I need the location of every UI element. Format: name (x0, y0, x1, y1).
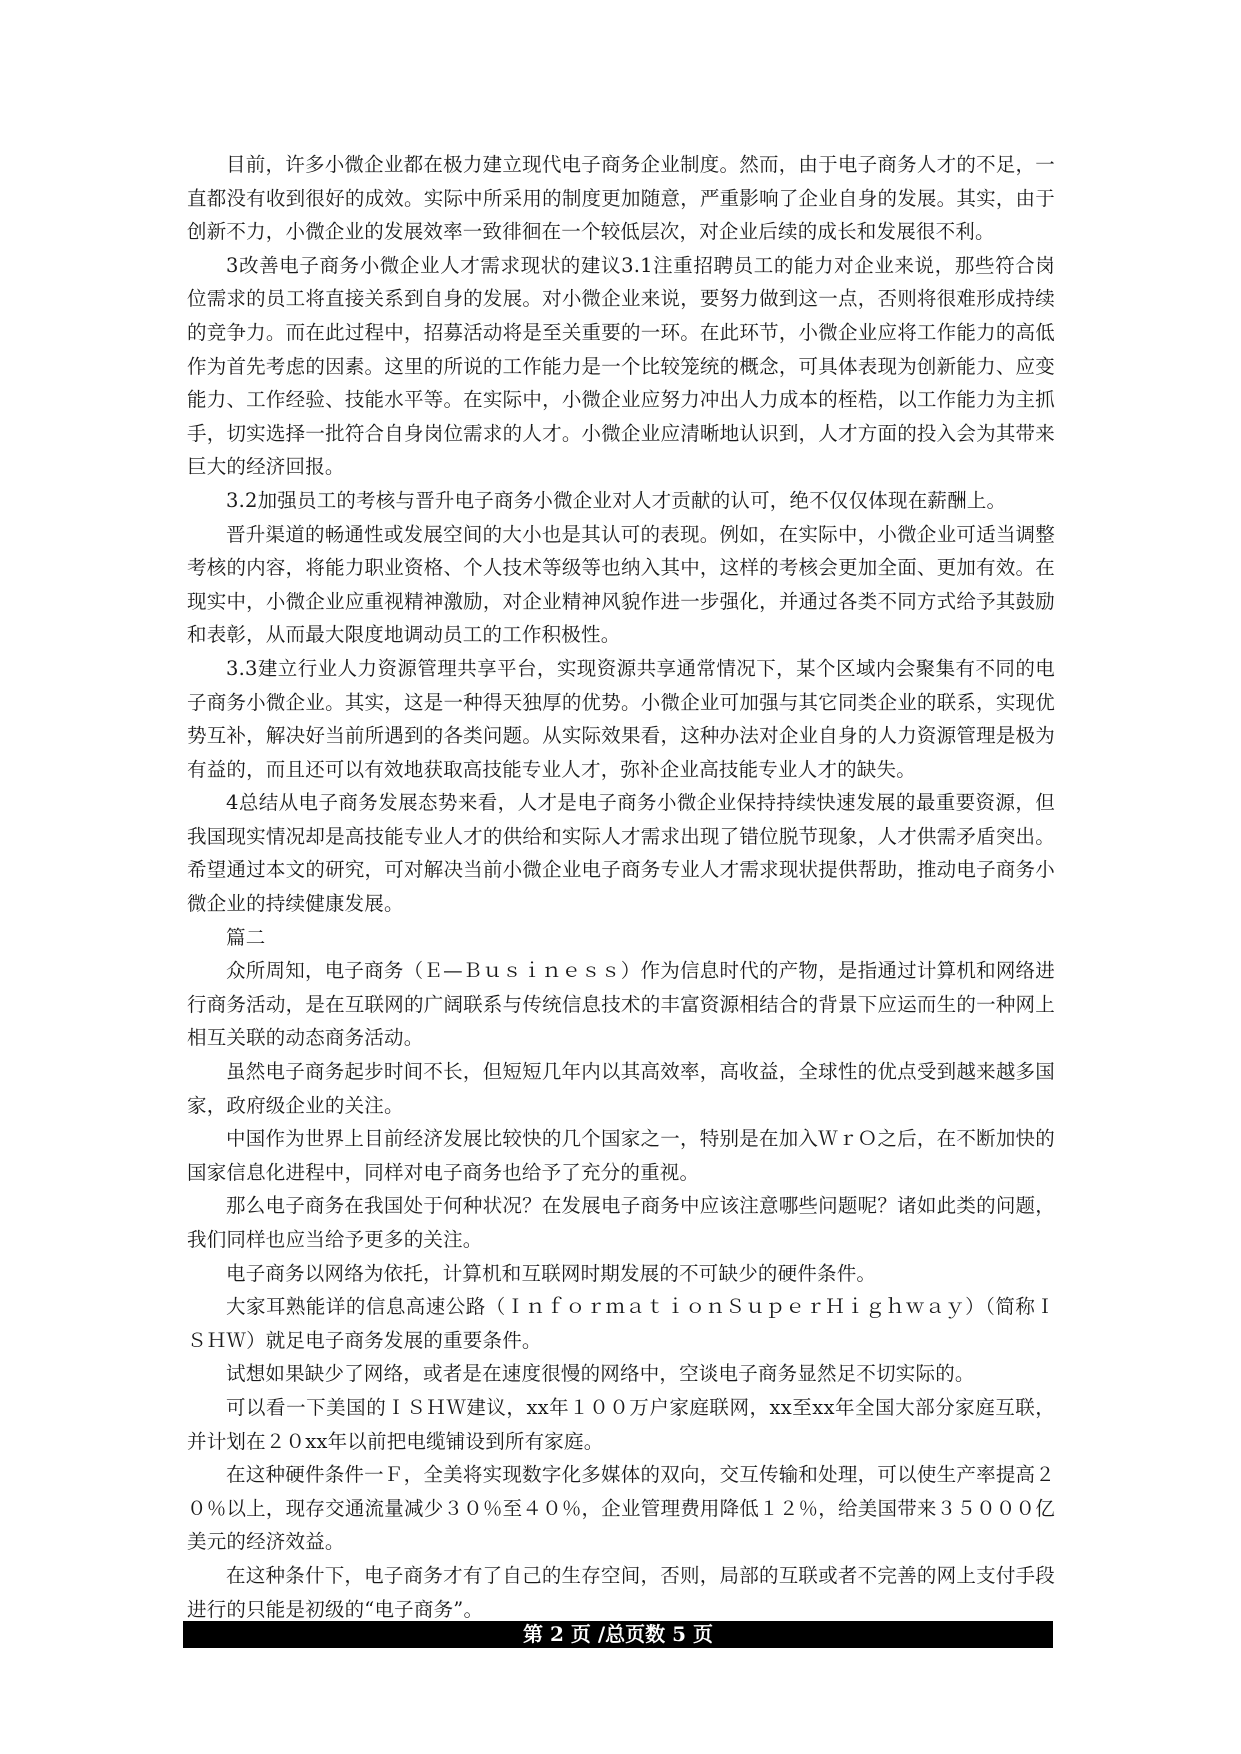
page-footer (183, 1621, 1053, 1648)
paragraph-10: 中国作为世界上目前经济发展比较快的几个国家之一，特别是在加入ＷｒＯ之后，在不断加快的国家信息化进程中，同样对电子商务也给予了充分的重视。 (187, 1127, 1055, 1184)
paragraph-16: 在这种硬件条件一Ｆ，全美将实现数字化多媒体的双向，交互传输和处理，可以使生产率提高２０％以上，现存交通流量减少３０％至４０％，企业管理费用降低１２％，给美国带来３５０００亿美元的经济效益。 (187, 1463, 1055, 1554)
paragraph-17: 在这种条什下，电子商务才有了自己的生存空间，否则，局部的互联或者不完善的网上支付手段进行的只能是初级的“电子商务”。 (187, 1563, 1055, 1621)
paragraph-2: 3改善电子商务小微企业人才需求现状的建议3.1注重招聘员工的能力对企业来说，那些符合岗位需求的员工将直接关系到自身的发展。对小微企业来说，要努力做到这一点，否则将很难形成持续的竞争力。而在此过程中，招募活动将是至关重要的一环。在此环节，小微企业应将工作能力的高低作为首先考虑的因素。这里的所说的工作能力是一个比较笼统的概念，可具体表现为创新能力、应变能力、工作经验、技能水平等。在实际中，小微企业应努力冲出人力成本的桎梏，以工作能力为主抓手，切实选择一批符合自身岗位需求的人才。小微企业应清晰地认识到，人才方面的投入会为其带来巨大的经济回报。 (187, 253, 1055, 479)
paragraph-15: 可以看一下美国的ＩＳＨＷ建议，xx年１００万户家庭联网，xx至xx年全国大部分家庭互联，并计划在２０xx年以前把电缆铺设到所有家庭。 (187, 1395, 1055, 1453)
paragraph-12: 电子商务以网络为依托，计算机和互联网时期发展的不可缺少的硬件条件。 (226, 1261, 877, 1285)
paragraph-13: 大家耳熟能详的信息高速公路（ＩｎｆｏｒｍａｔｉｏｎＳｕｐｅｒＨｉｇｈｗａｙ）（简称ＩＳＨＷ）就足电子商务发展的重要条件。 (187, 1295, 1055, 1352)
paragraph-1: 目前，许多小微企业都在极力建立现代电子商务企业制度。然而，由于电子商务人才的不足，一直都没有收到很好的成效。实际中所采用的制度更加随意，严重影响了企业自身的发展。其实，由于创新不力，小微企业的发展效率一致徘徊在一个较低层次，对企业后续的成长和发展很不利。 (187, 153, 1055, 244)
paragraph-11: 那么电子商务在我国处于何种状况？在发展电子商务中应该注意哪些问题呢？诸如此类的问题，我们同样也应当给予更多的关注。 (187, 1194, 1055, 1251)
paragraph-3: 3.2加强员工的考核与晋升电子商务小微企业对人才贡献的认可，绝不仅仅体现在薪酬上。 (226, 488, 1007, 512)
paragraph-6: 4总结从电子商务发展态势来看，人才是电子商务小微企业保持持续快速发展的最重要资源，但我国现实情况却是高技能专业人才的供给和实际人才需求出现了错位脱节现象，人才供需矛盾突出。希望通过本文的研究，可对解决当前小微企业电子商务专业人才需求现状提供帮助，推动电子商务小微企业的持续健康发展。 (187, 791, 1055, 916)
paragraph-4: 晋升渠道的畅通性或发展空间的大小也是其认可的表现。例如，在实际中，小微企业可适当调整考核的内容，将能力职业资格、个人技术等级等也纳入其中，这样的考核会更加全面、更加有效。在现实中，小微企业应重视精神激励，对企业精神风貌作进一步强化，并通过各类不同方式给予其鼓励和表彰，从而最大限度地调动员工的工作积极性。 (187, 522, 1055, 647)
section-heading: 篇二 (226, 925, 266, 949)
paragraph-9: 虽然电子商务起步时间不长，但短短几年内以其高效率，高收益，全球性的优点受到越来越多国家，政府级企业的关注。 (187, 1060, 1055, 1117)
paragraph-5: 3.3建立行业人力资源管理共享平台，实现资源共享通常情况下，某个区域内会聚集有不同的电子商务小微企业。其实，这是一种得天独厚的优势。小微企业可加强与其它同类企业的联系，实现优势互补，解决好当前所遇到的各类问题。从实际效果看，这种办法对企业自身的人力资源管理是极为有益的，而且还可以有效地获取高技能专业人才，弥补企业高技能专业人才的缺失。 (187, 656, 1055, 781)
document-body (187, 148, 1055, 1626)
page-number-text: 第 2 页 /总页数 5 页 (523, 1622, 713, 1646)
paragraph-8: 众所周知，电子商务（Ｅ—Ｂｕｓｉｎｅｓｓ）作为信息时代的产物，是指通过计算机和网络进行商务活动，是在互联网的广阔联系与传统信息技术的丰富资源相结合的背景下应运而生的一种网上相互关联的动态商务活动。 (187, 959, 1055, 1050)
paragraph-14: 试想如果缺少了网络，或者是在速度很慢的网络中，空谈电子商务显然足不切实际的。 (226, 1362, 975, 1386)
